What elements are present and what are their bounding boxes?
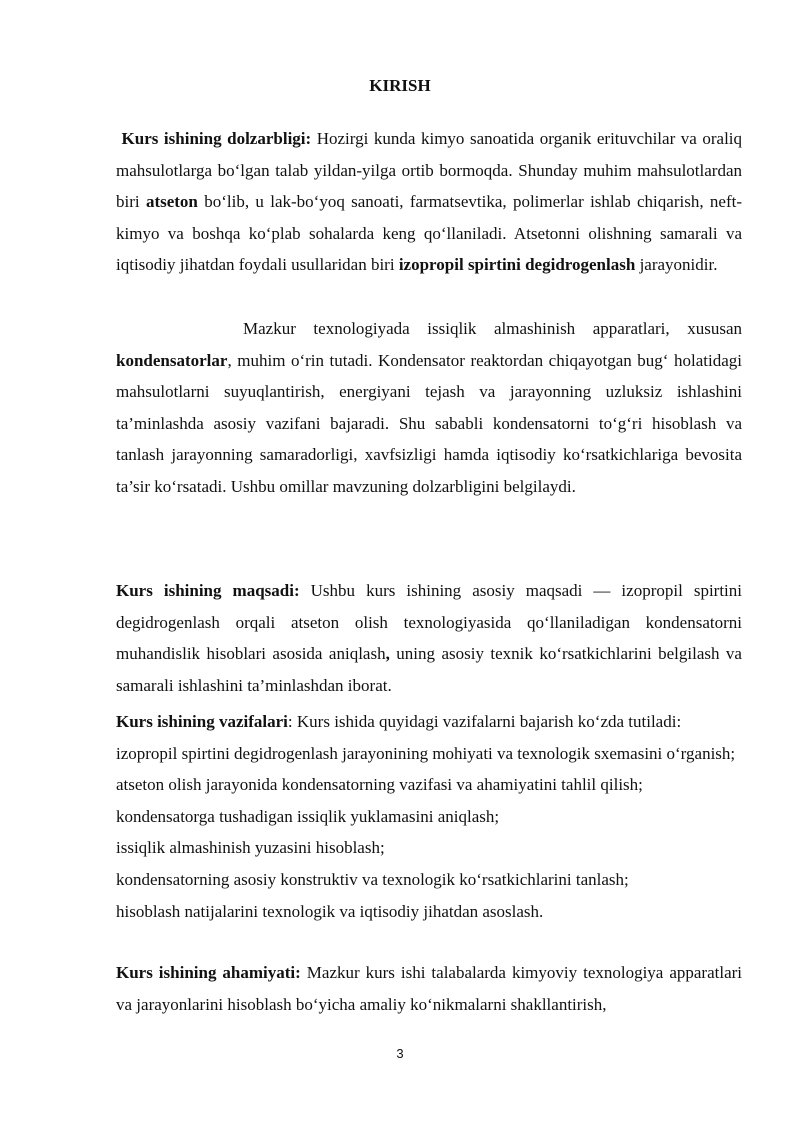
- condenser-bold-1: kondensatorlar: [116, 350, 228, 370]
- paragraph-condenser: [116, 313, 742, 503]
- goal-label: Kurs ishining maqsadi:: [116, 581, 300, 600]
- tasks-label: Kurs ishining vazifalari: [116, 712, 288, 731]
- goal-bold-comma: ,: [385, 644, 390, 664]
- relevance-text-2: bo‘lib, u lak-bo‘yoq sanoati, farmatsevtika, polimerlar ishlab chiqarish, neft-kimyo va boshqa ko‘plab sohalarda keng qo‘llaniladi. Atsetonni olishning samarali va iqtisodiy jihatdan foydali usullaridan biri: [116, 192, 742, 275]
- relevance-text-3: jarayonidir.: [635, 255, 718, 275]
- importance-text-1: Mazkur kurs ishi talabalarda kimyoviy texnologiya apparatlari va jarayonlarini hisoblash bo‘yicha amaliy ko‘nikmalarni shakllantirish,: [116, 963, 743, 1014]
- tasks-intro-text: : Kurs ishida quyidagi vazifalarni bajarish ko‘zda tutiladi:: [287, 712, 682, 731]
- paragraph-tasks: [116, 706, 742, 927]
- goal-text-1: Ushbu kurs ishining asosiy maqsadi — izopropil spirtini degidrogenlash orqali atseton olish texnologiyasida qo‘llaniladigan kondensatorni muhandislik hisoblari asosida aniqlash: [116, 581, 743, 664]
- relevance-label: Kurs ishining dolzarbligi:: [121, 129, 312, 148]
- goal-text-2: uning asosiy texnik ko‘rsatkichlarini belgilash va samarali ishlashini ta’minlashdan iborat.: [116, 644, 742, 695]
- condenser-text-1: Mazkur texnologiyada issiqlik almashinish apparatlari, xususan: [243, 319, 742, 338]
- relevance-text-1: Hozirgi kunda kimyo sanoatida organik erituvchilar va oraliq mahsulotlarga bo‘lgan talab yildan-yilga ortib bormoqda. Shunday muhim mahsulotlardan biri: [116, 129, 743, 212]
- paragraph-relevance: [116, 123, 742, 281]
- list-item: atseton olish jarayonida kondensatorning vazifasi va ahamiyatini tahlil qilish;: [116, 775, 643, 795]
- page-title: KIRISH: [369, 76, 431, 95]
- relevance-bold-2: izopropil spirtini degidrogenlash: [398, 255, 636, 275]
- paragraph-importance: [116, 957, 742, 1020]
- list-item: hisoblash natijalarini texnologik va iqtisodiy jihatdan asoslash.: [116, 901, 544, 921]
- importance-label: Kurs ishining ahamiyati:: [116, 963, 301, 982]
- list-item: izopropil spirtini degidrogenlash jarayonining mohiyati va texnologik sxemasini o‘rganish;: [116, 743, 736, 763]
- tasks-intro: [116, 706, 742, 738]
- page-number: 3: [396, 1046, 404, 1061]
- list-item: issiqlik almashinish yuzasini hisoblash;: [116, 838, 385, 858]
- list-item: kondensatorga tushadigan issiqlik yuklamasini aniqlash;: [116, 806, 500, 826]
- condenser-text-2: , muhim o‘rin tutadi. Kondensator reaktordan chiqayotgan bug‘ holatidagi mahsulotlarni suyuqlantirish, energiyani tejash va jarayonning uzluksiz ishlashini ta’minlashda asosiy vazifani bajaradi. Shu sababli kondensatorni to‘g‘ri hisoblash va tanlash jarayonning samaradorligi, xavfsizligi hamda iqtisodiy ko‘rsatkichlariga bevosita ta’sir ko‘rsatadi. Ushbu omillar mavzuning dolzarbligini belgilaydi.: [116, 350, 742, 496]
- list-item: kondensatorning asosiy konstruktiv va texnologik ko‘rsatkichlarini tanlash;: [116, 869, 629, 889]
- relevance-bold-1: atseton: [145, 192, 198, 212]
- paragraph-goal: [116, 575, 742, 701]
